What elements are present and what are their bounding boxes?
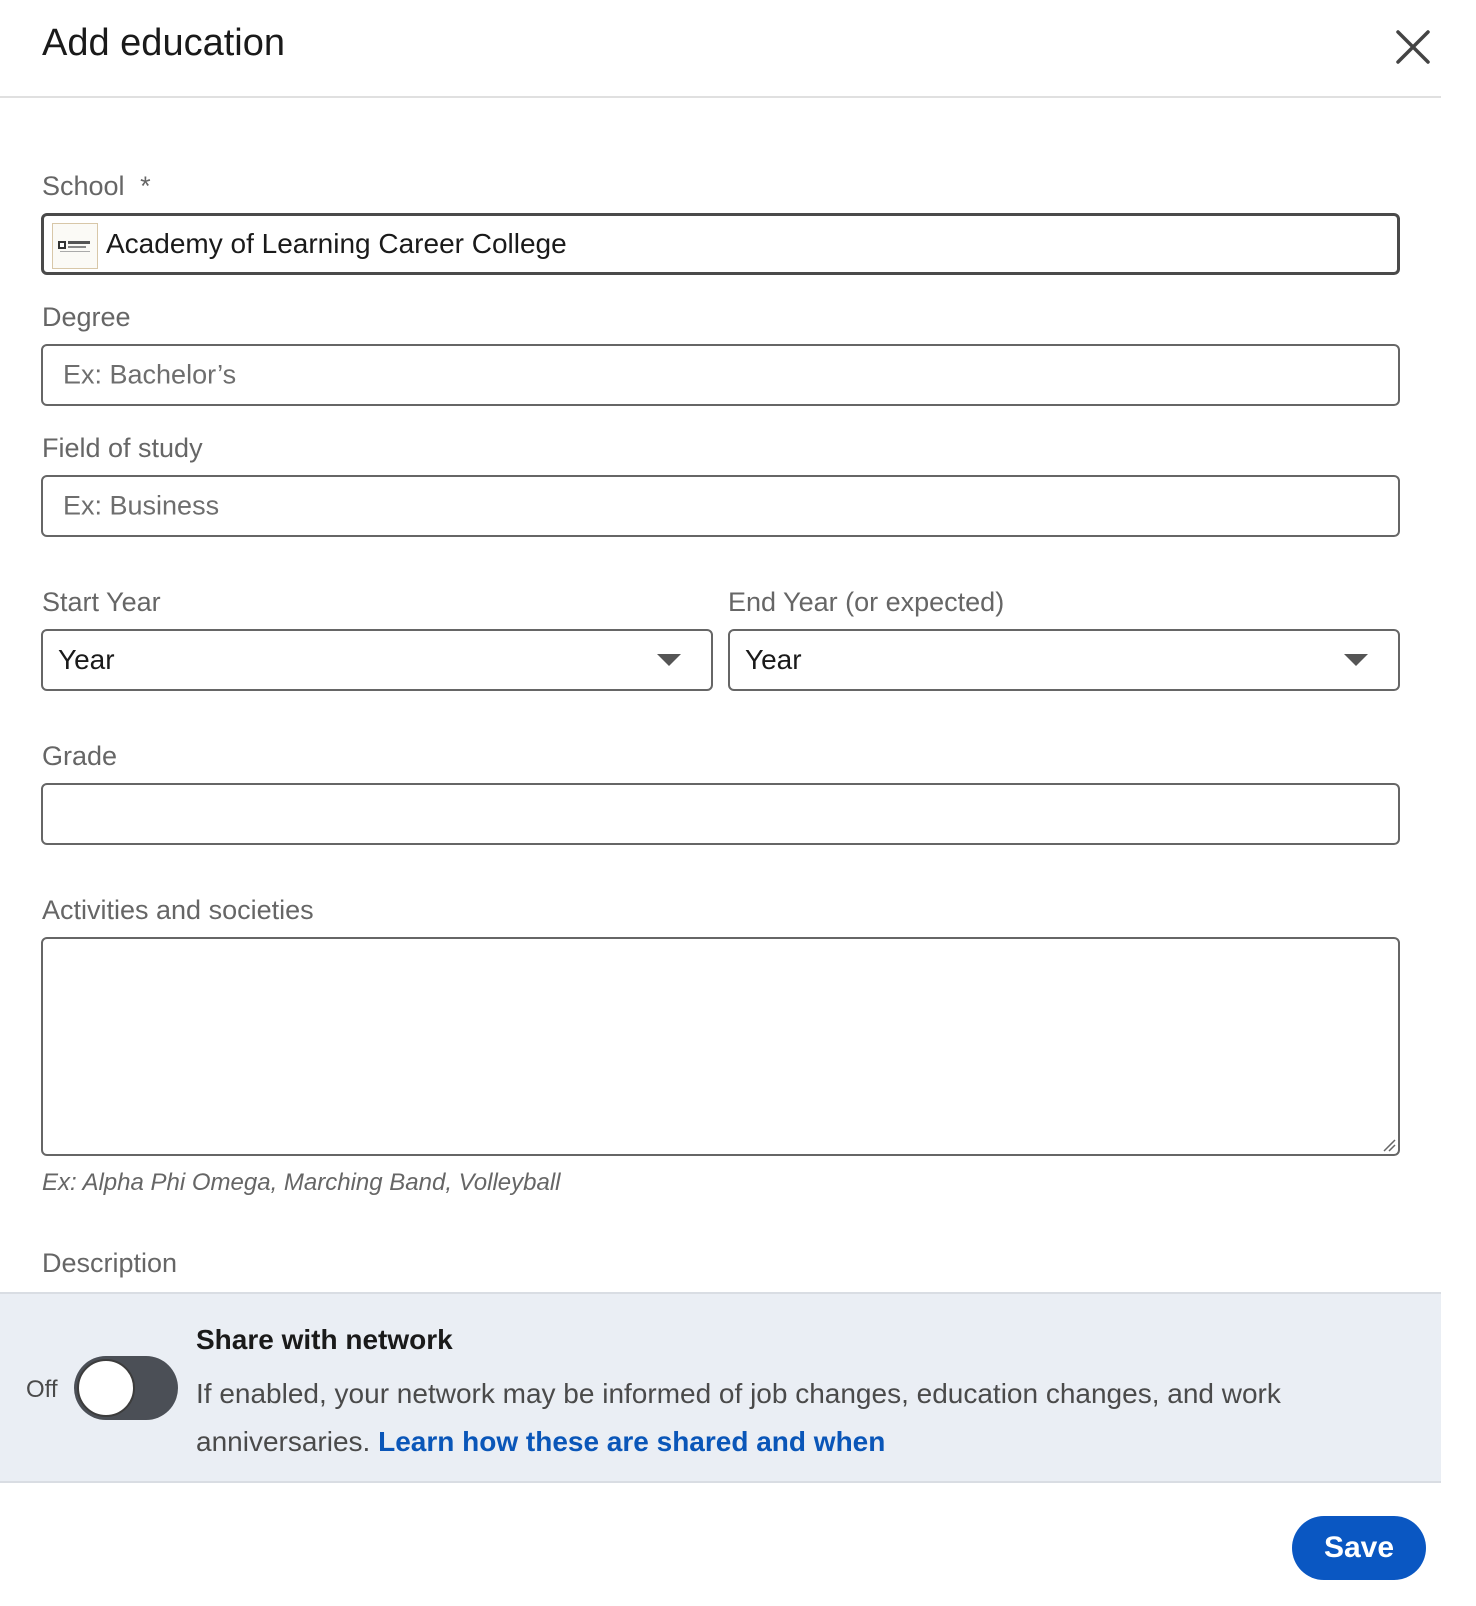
chevron-down-icon	[1344, 654, 1368, 666]
field-of-study-label: Field of study	[42, 433, 203, 463]
modal-header	[0, 0, 1441, 98]
share-toggle[interactable]	[74, 1356, 178, 1420]
degree-placeholder: Ex: Bachelor’s	[63, 359, 237, 390]
degree-label: Degree	[42, 302, 131, 332]
grade-input[interactable]	[41, 783, 1400, 845]
end-year-value: Year	[745, 644, 802, 675]
activities-textarea[interactable]	[41, 937, 1400, 1156]
degree-input[interactable]	[41, 344, 1400, 406]
required-mark: *	[140, 171, 151, 201]
grade-label: Grade	[42, 741, 118, 771]
save-button[interactable]: Save	[1292, 1516, 1426, 1580]
close-icon[interactable]	[1396, 30, 1430, 64]
modal-title: Add education	[42, 22, 285, 64]
school-logo	[52, 223, 98, 269]
end-year-select[interactable]	[728, 629, 1400, 691]
share-with-network-panel	[0, 1292, 1441, 1483]
school-label-text: School	[42, 171, 125, 201]
close-button[interactable]	[1396, 30, 1430, 64]
end-year-label: End Year (or expected)	[728, 587, 1005, 617]
modal-footer	[0, 1483, 1441, 1606]
activities-hint: Ex: Alpha Phi Omega, Marching Band, Volleyball	[42, 1169, 561, 1196]
school-logo-image	[53, 224, 97, 268]
start-year-select[interactable]	[41, 629, 713, 691]
school-input[interactable]	[41, 213, 1400, 275]
chevron-down-icon	[657, 654, 681, 666]
start-year-label: Start Year	[42, 587, 161, 617]
description-label: Description	[42, 1248, 178, 1278]
start-year-value: Year	[58, 644, 115, 675]
share-description: If enabled, your network may be informed of job changes, education changes, and work anniversaries.	[196, 1378, 1281, 1457]
school-label	[42, 171, 151, 202]
resize-handle-icon[interactable]	[1382, 1138, 1396, 1152]
share-title: Share with network	[196, 1324, 453, 1355]
share-description-block	[196, 1370, 1386, 1466]
field-of-study-placeholder: Ex: Business	[63, 490, 220, 521]
field-of-study-input[interactable]	[41, 475, 1400, 537]
school-value: Academy of Learning Career College	[106, 228, 567, 259]
learn-more-link[interactable]: Learn how these are shared and when	[378, 1426, 886, 1457]
activities-label: Activities and societies	[42, 895, 314, 925]
toggle-knob	[77, 1359, 135, 1417]
education-form[interactable]	[0, 98, 1441, 1292]
toggle-state-label: Off	[26, 1376, 58, 1403]
